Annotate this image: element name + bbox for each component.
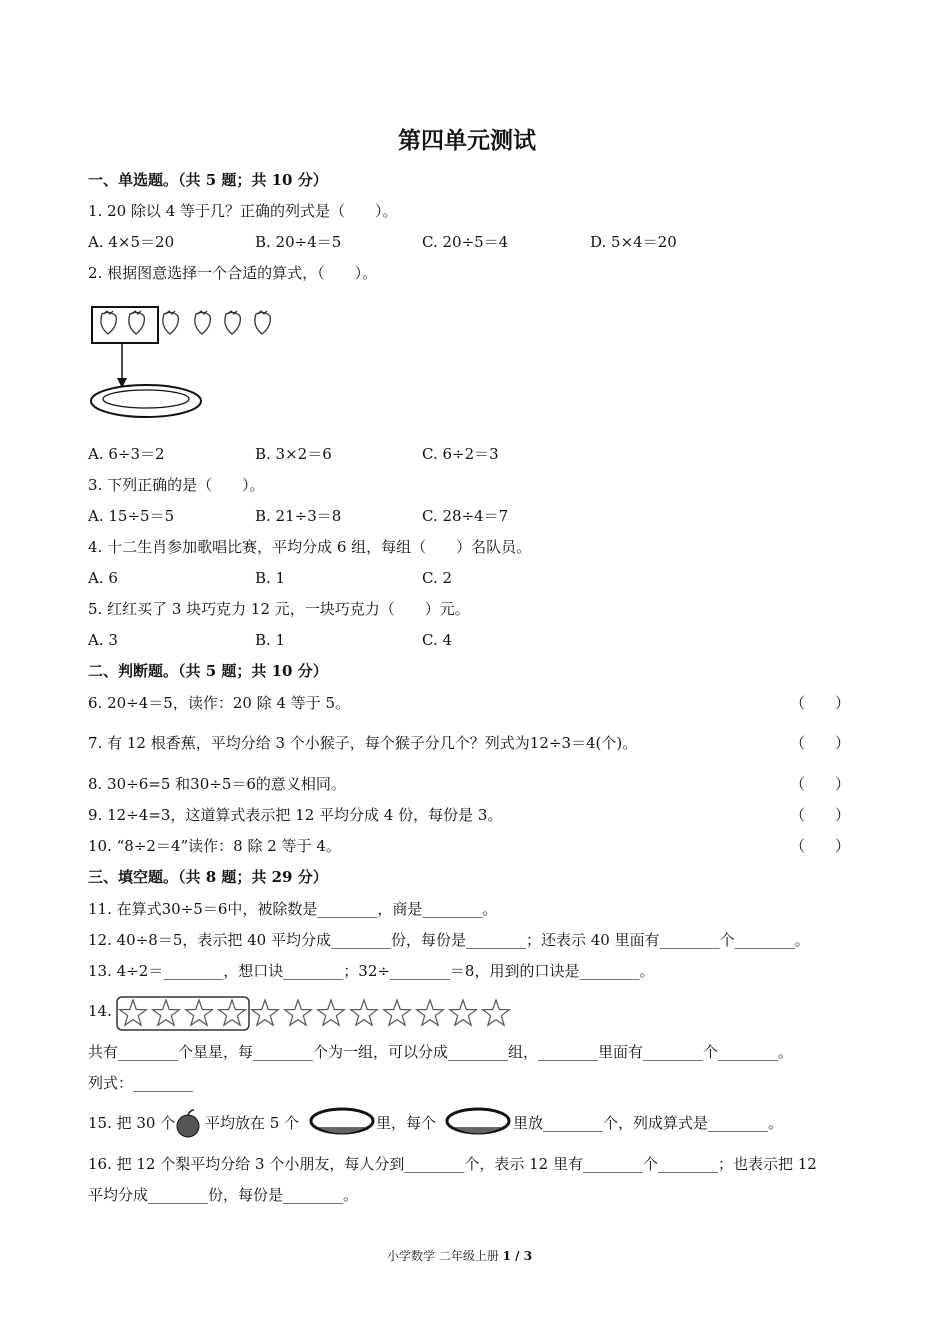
strawberry-icon: [129, 311, 144, 334]
question-12: 12. 40÷8＝5，表示把 40 平均分成________份，每份是________；还表示 40 里面有________个________。: [88, 931, 810, 949]
page-footer: [387, 1250, 532, 1262]
section-heading-single-choice: 一、单选题。（共 5 题；共 10 分）: [88, 171, 328, 189]
question-10: 10. “8÷2＝4”读作：8 除 2 等于 4。: [88, 837, 341, 855]
star-icon: [417, 1000, 444, 1025]
strawberry-plate-illustration: [88, 300, 298, 430]
question-3: 3. 下列正确的是（ ）。: [88, 476, 265, 494]
strawberry-icon: [225, 311, 240, 334]
q5-option-b[interactable]: B. 1: [255, 631, 286, 649]
question-8: 8. 30÷6=5 和30÷5＝6的意义相同。: [88, 775, 346, 793]
apple-icon: [174, 1108, 202, 1138]
star-icon: [318, 1000, 345, 1025]
strawberry-icon: [163, 311, 178, 334]
star-icon: [219, 1000, 246, 1025]
q4-option-c[interactable]: C. 2: [422, 569, 453, 587]
q1-option-d[interactable]: D. 5×4＝20: [590, 233, 677, 251]
question-14-line1: 共有________个星星，每________个为一组，可以分成________组，________里面有________个________。: [88, 1043, 794, 1061]
question-6: 6. 20÷4＝5，读作：20 除 4 等于 5。: [88, 694, 351, 712]
page-number: 1 / 3: [502, 1249, 533, 1263]
star-icon: [351, 1000, 378, 1025]
question-7: 7. 有 12 根香蕉，平均分给 3 个小猴子，每个猴子分几个？列式为12÷3＝4(个)。: [88, 734, 638, 752]
question-15-part1: 15. 把 30 个: [88, 1114, 176, 1132]
question-14-line2: 列式：________: [88, 1074, 194, 1092]
star-icon: [384, 1000, 411, 1025]
question-15-part2: 平均放在 5 个: [205, 1114, 300, 1132]
q3-option-b[interactable]: B. 21÷3＝8: [255, 507, 342, 525]
star-icon: [285, 1000, 312, 1025]
answer-paren-9[interactable]: （ ）: [790, 806, 851, 824]
footer-text: 小学数学 二年级上册: [387, 1249, 503, 1263]
q2-option-a[interactable]: A. 6÷3＝2: [88, 445, 165, 463]
strawberry-icon: [255, 311, 270, 334]
answer-paren-10[interactable]: （ ）: [790, 837, 851, 855]
q5-option-c[interactable]: C. 4: [422, 631, 453, 649]
star-icon: [120, 1000, 147, 1025]
question-1: 1. 20 除以 4 等于几？正确的列式是（ ）。: [88, 202, 398, 220]
star-icon: [483, 1000, 510, 1025]
answer-paren-7[interactable]: （ ）: [790, 734, 851, 752]
q2-option-c[interactable]: C. 6÷2＝3: [422, 445, 499, 463]
q2-option-b[interactable]: B. 3×2＝6: [255, 445, 332, 463]
star-icon: [450, 1000, 477, 1025]
star-icon: [153, 1000, 180, 1025]
q5-option-a[interactable]: A. 3: [88, 631, 118, 649]
question-13: 13. 4÷2＝________，想口诀________；32÷________＝8，用到的口诀是________。: [88, 962, 655, 980]
strawberry-icon: [195, 311, 210, 334]
question-5: 5. 红红买了 3 块巧克力 12 元，一块巧克力（ ）元。: [88, 600, 470, 618]
answer-paren-6[interactable]: （ ）: [790, 694, 851, 712]
question-15-part3: 里，每个: [376, 1114, 437, 1132]
stars-illustration: [115, 994, 515, 1034]
plate-icon: [91, 385, 201, 417]
question-14-label: 14.: [88, 1002, 112, 1020]
star-icon: [252, 1000, 279, 1025]
section-heading-true-false: 二、判断题。（共 5 题；共 10 分）: [88, 662, 328, 680]
star-icon: [186, 1000, 213, 1025]
q3-option-a[interactable]: A. 15÷5＝5: [88, 507, 175, 525]
plate-icon: [446, 1106, 512, 1138]
section-heading-fill-in: 三、填空题。（共 8 题；共 29 分）: [88, 868, 328, 886]
question-9: 9. 12÷4=3，这道算式表示把 12 平均分成 4 份，每份是 3。: [88, 806, 503, 824]
question-16-line2: 平均分成________份，每份是________。: [88, 1186, 359, 1204]
q4-option-b[interactable]: B. 1: [255, 569, 286, 587]
answer-paren-8[interactable]: （ ）: [790, 775, 851, 793]
q3-option-c[interactable]: C. 28÷4＝7: [422, 507, 509, 525]
q1-option-b[interactable]: B. 20÷4＝5: [255, 233, 342, 251]
q1-option-c[interactable]: C. 20÷5＝4: [422, 233, 509, 251]
page-title: 第四单元测试: [398, 127, 536, 154]
q4-option-a[interactable]: A. 6: [88, 569, 118, 587]
strawberry-icon: [101, 311, 116, 334]
question-11: 11. 在算式30÷5＝6中，被除数是________，商是________。: [88, 900, 498, 918]
plate-icon: [310, 1106, 376, 1138]
q1-option-a[interactable]: A. 4×5＝20: [88, 233, 175, 251]
question-2: 2. 根据图意选择一个合适的算式，（ ）。: [88, 264, 378, 282]
question-16-line1: 16. 把 12 个梨平均分给 3 个小朋友，每人分到________个，表示 12 里有________个________；也表示把 12: [88, 1155, 817, 1173]
question-4: 4. 十二生肖参加歌唱比赛，平均分成 6 组，每组（ ）名队员。: [88, 538, 532, 556]
question-15-part4: 里放________个，列成算式是________。: [513, 1114, 784, 1132]
